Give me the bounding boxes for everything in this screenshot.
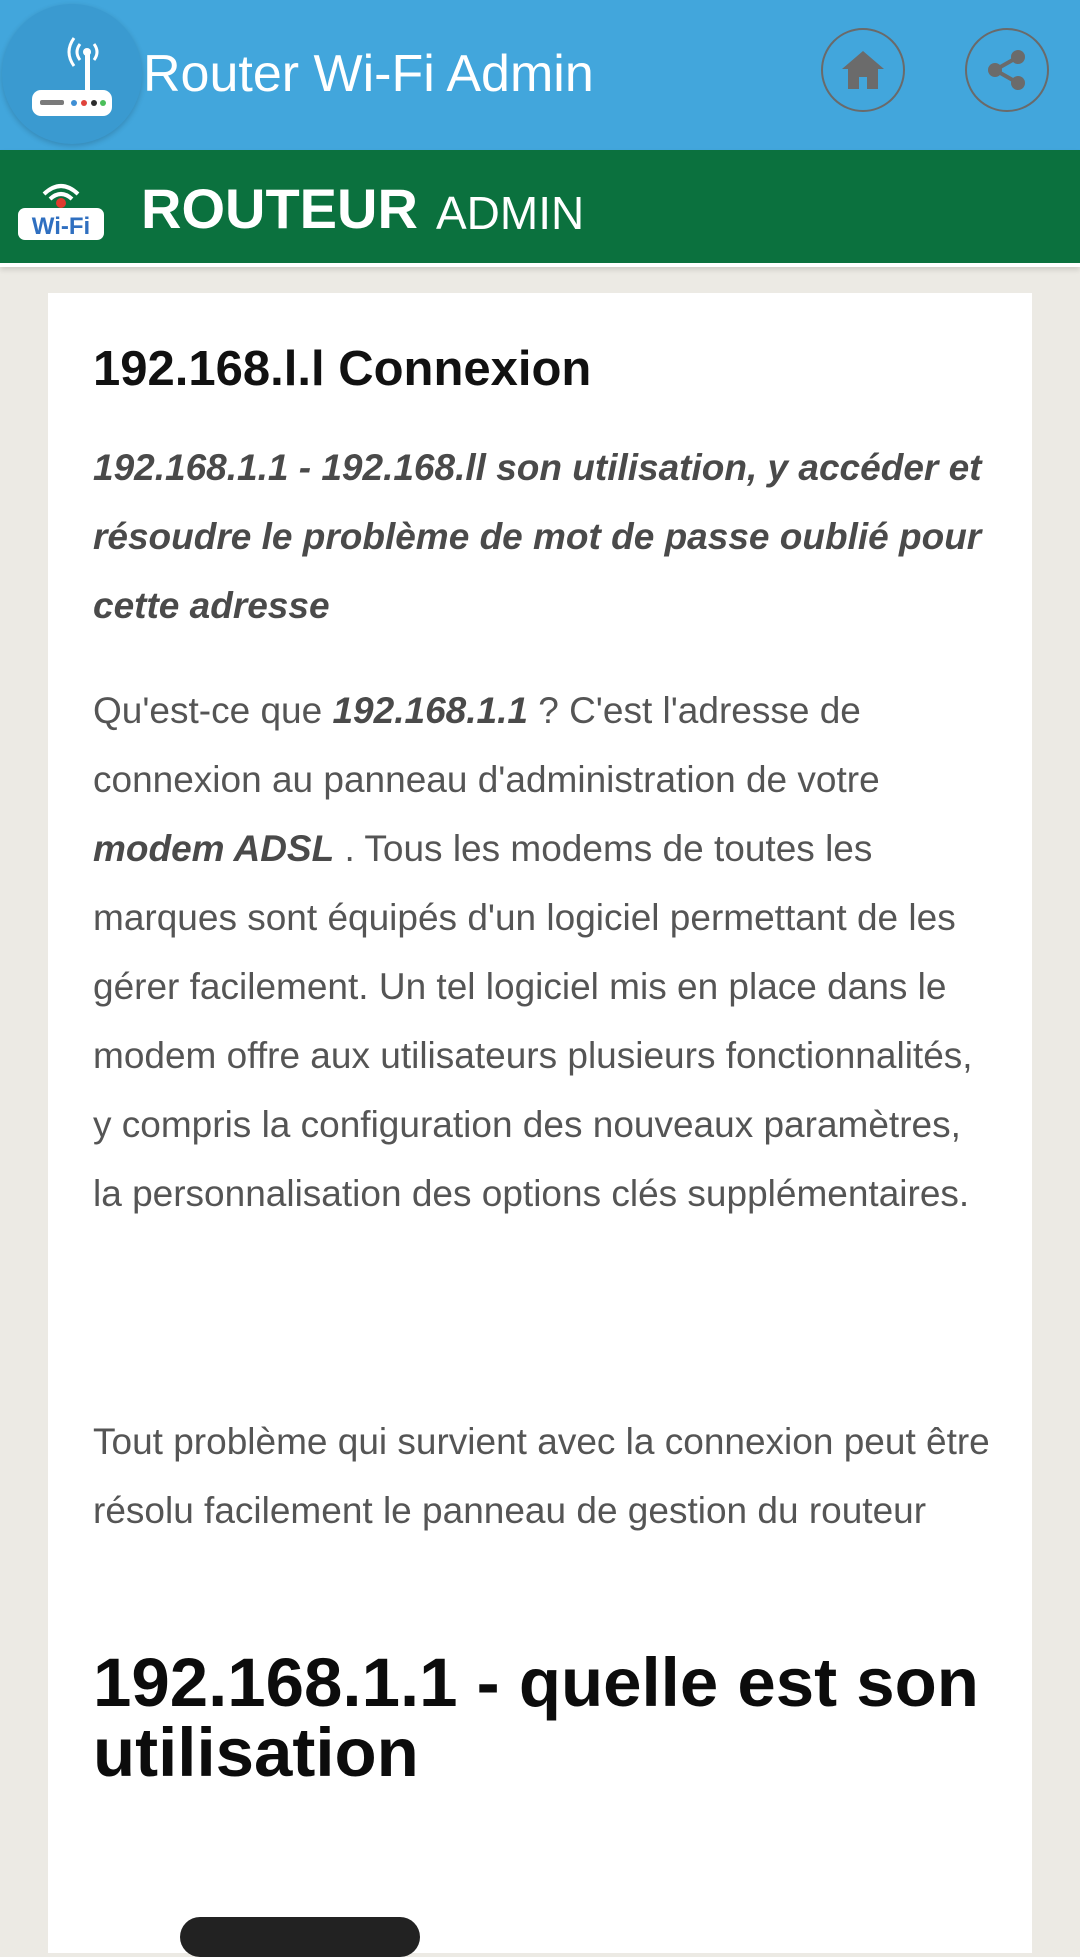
share-icon: [985, 48, 1029, 92]
home-button[interactable]: [821, 28, 905, 112]
brand-sub[interactable]: ADMIN: [436, 187, 585, 239]
modem-adsl-emphasis: modem ADSL: [93, 828, 335, 869]
router-icon[interactable]: [2, 4, 142, 144]
paragraph-intro-part3: . Tous les modems de toutes les marques sont équipés d'un logiciel permettant de les gérer facilement. Un tel logiciel mis en place dans le modem offre aux utilisateurs plusieurs fonctionnalités, y compris la configuration des nouveaux paramètres, la personnalisation des options clés supplémentaires.: [93, 828, 973, 1214]
home-icon: [840, 49, 886, 91]
brand-main[interactable]: ROUTEUR: [141, 177, 418, 240]
wifi-logo-icon[interactable]: [16, 172, 106, 242]
site-header: [0, 150, 1080, 267]
app-bar: [0, 0, 1080, 150]
paragraph-intro-part2: ? C'est l'adresse de connexion au panneau d'administration de votre: [93, 690, 880, 800]
paragraph-intro-part1: Qu'est-ce que: [93, 690, 333, 731]
post-title: 192.168.l.l Connexion: [93, 342, 592, 396]
section-title: 192.168.1.1 - quelle est son utilisation: [93, 1644, 979, 1791]
share-button[interactable]: [965, 28, 1049, 112]
app-title: Router Wi-Fi Admin: [143, 45, 594, 103]
ip-address-emphasis: 192.168.1.1: [332, 690, 528, 731]
paragraph-intro: [93, 676, 993, 1228]
post-subtitle: 192.168.1.1 - 192.168.ll son utilisation, y accéder et résoudre le problème de mot de passe oublié pour cette adresse: [93, 447, 982, 626]
article-card: [48, 293, 1032, 1953]
partially-visible-button[interactable]: [180, 1917, 420, 1957]
wifi-logo-text: Wi-Fi: [31, 213, 91, 240]
paragraph-troubleshoot: Tout problème qui survient avec la connexion peut être résolu facilement le panneau de gestion du routeur: [93, 1421, 990, 1531]
